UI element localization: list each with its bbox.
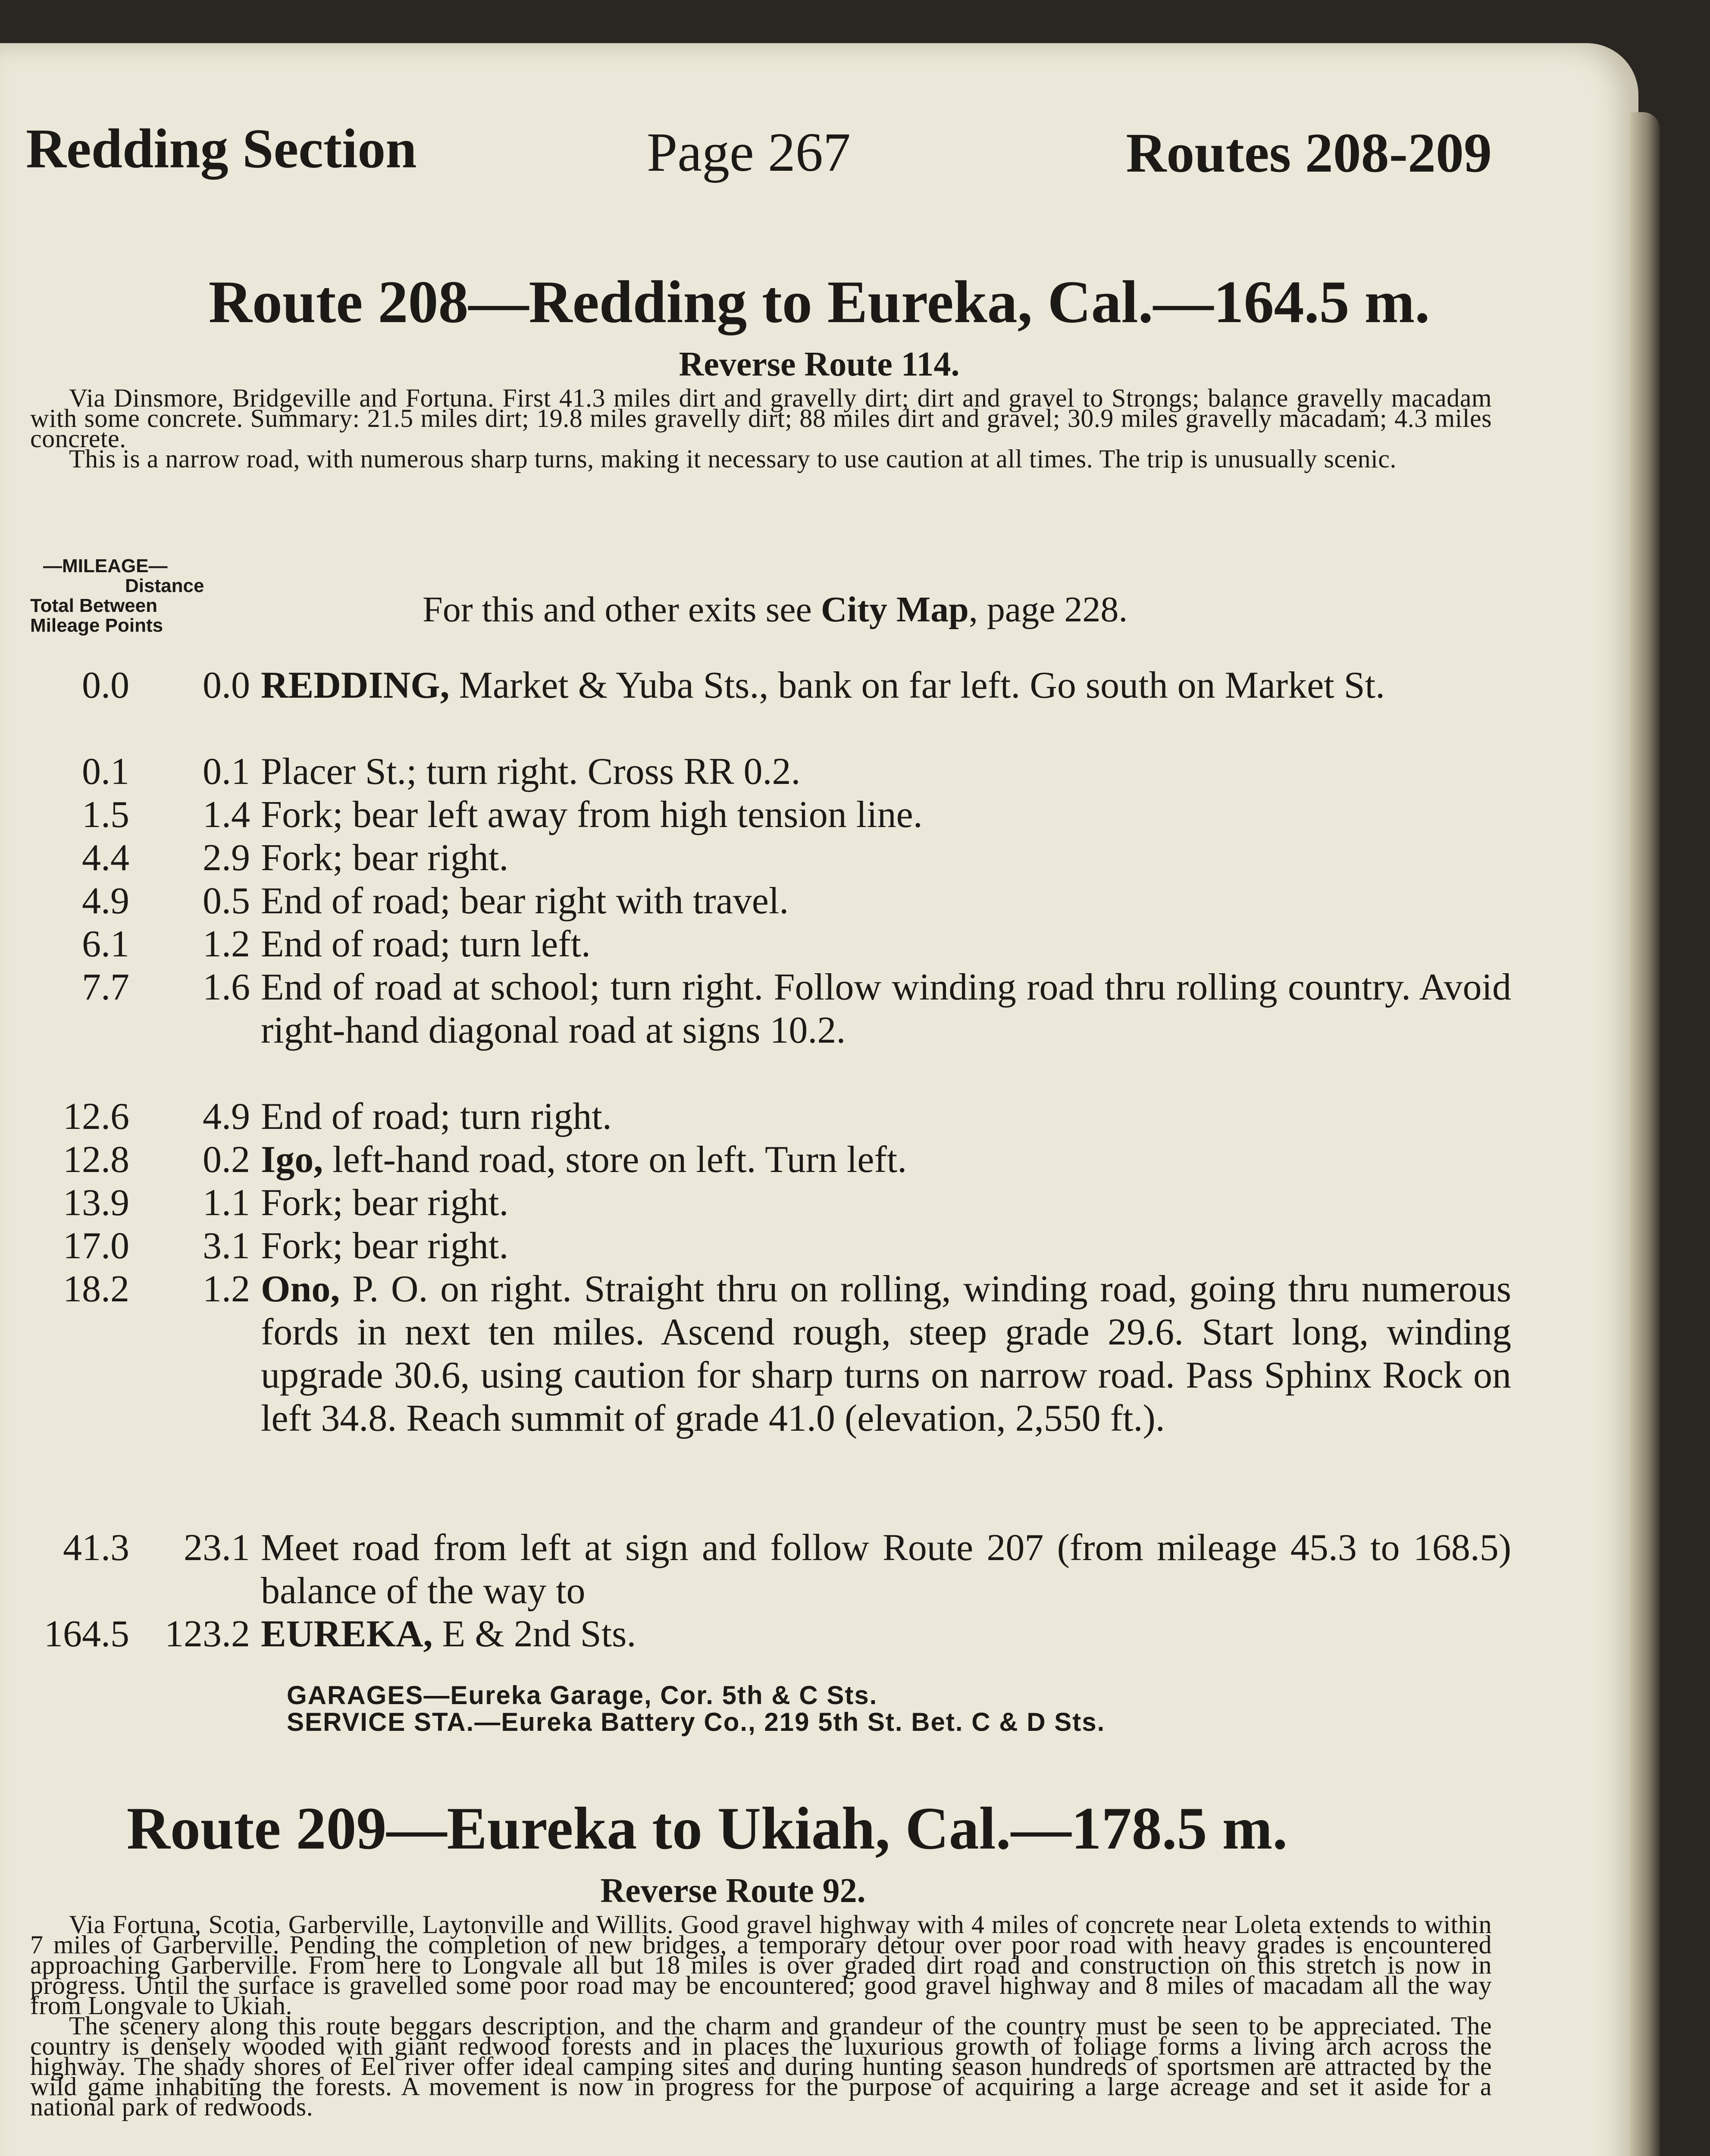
direction-detail: End of road; bear right with travel. bbox=[261, 880, 789, 922]
route-209-reverse: Reverse Route 92. bbox=[600, 1872, 866, 1910]
section-title: Redding Section bbox=[26, 118, 417, 180]
between-mileage: 0.1 bbox=[203, 751, 250, 793]
direction-detail: Fork; bear right. bbox=[261, 1182, 509, 1224]
between-mileage: 1.2 bbox=[203, 923, 250, 965]
direction-text bbox=[261, 793, 1511, 837]
total-mileage: 12.6 bbox=[63, 1096, 129, 1138]
route-209-intro-para-1: Via Fortuna, Scotia, Garberville, Laytonville and Willits. Good gravel highway with 4 miles of concrete near Loleta extends to within 7 miles of Garberville. Pending the completion of new bridges, a temporary detour over poor road with heavy grades is encountered approaching Garberville. From here to Longvale all but 18 miles is over graded dirt road and construction on this stretch is now in progress. Until the surface is gravelled some poor road may be encountered; good gravel highway and 8 miles of macadam all the way from Longvale to Ukiah. bbox=[30, 1910, 1492, 2020]
route-208-intro-para-1: Via Dinsmore, Bridgeville and Fortuna. First 41.3 miles dirt and gravelly dirt; dirt and gravel to Strongs; balance gravelly macadam with some concrete. Summary: 21.5 miles dirt; 19.8 miles gravelly dirt; 88 miles dirt and gravel; 30.9 miles gravelly macadam; 4.3 miles concrete. bbox=[30, 384, 1492, 453]
total-mileage: 1.5 bbox=[82, 794, 129, 836]
between-mileage: 4.9 bbox=[203, 1096, 250, 1138]
between-mileage: 2.9 bbox=[203, 837, 250, 879]
place-name: REDDING, bbox=[261, 664, 450, 706]
direction-text bbox=[261, 1225, 1511, 1268]
direction-detail: End of road; turn right. bbox=[261, 1096, 612, 1138]
direction-text bbox=[261, 1095, 1511, 1138]
between-mileage: 123.2 bbox=[165, 1613, 250, 1655]
exits-text: For this and other exits see bbox=[423, 589, 821, 630]
total-mileage: 13.9 bbox=[63, 1182, 129, 1224]
direction-text bbox=[261, 966, 1511, 1052]
total-mileage: 0.1 bbox=[82, 751, 129, 793]
direction-text bbox=[261, 1613, 1511, 1656]
direction-text bbox=[261, 1181, 1511, 1225]
total-mileage: 4.9 bbox=[82, 880, 129, 922]
direction-detail: Fork; bear right. bbox=[261, 1225, 509, 1267]
direction-text bbox=[261, 1268, 1511, 1440]
total-mileage: 41.3 bbox=[63, 1527, 129, 1569]
between-mileage: 23.1 bbox=[184, 1527, 250, 1569]
between-mileage: 1.1 bbox=[203, 1182, 250, 1224]
total-mileage: 6.1 bbox=[82, 923, 129, 965]
page-edge bbox=[1630, 112, 1660, 2156]
total-mileage: 164.5 bbox=[44, 1613, 129, 1655]
direction-detail: E & 2nd Sts. bbox=[432, 1613, 636, 1655]
service-station-note: SERVICE STA.—Eureka Battery Co., 219 5th St. Bet. C & D Sts. bbox=[287, 1708, 1106, 1736]
total-between-label: Total Between bbox=[30, 595, 158, 616]
direction-detail: P. O. on right. Straight thru on rolling, winding road, going thru numerous fords in next ten miles. Ascend rough, steep grade 29.6. Start long, winding upgrade 30.6, using caution for sharp turns on narrow road. Pass Sphinx Rock on left 34.8. Reach summit of grade 41.0 (elevation, 2,550 ft.). bbox=[261, 1268, 1511, 1439]
between-mileage: 0.5 bbox=[203, 880, 250, 922]
between-mileage: 1.6 bbox=[203, 966, 250, 1008]
between-mileage: 3.1 bbox=[203, 1225, 250, 1267]
route-208-intro-para-2: This is a narrow road, with numerous sharp turns, making it necessary to use caution at all times. The trip is unusually scenic. bbox=[69, 445, 1397, 473]
total-mileage: 7.7 bbox=[82, 966, 129, 1008]
place-name: Ono, bbox=[261, 1268, 340, 1310]
direction-detail: Fork; bear left away from high tension line. bbox=[261, 794, 923, 836]
route-209-intro bbox=[30, 1910, 1492, 2121]
direction-text bbox=[261, 923, 1511, 966]
page-header bbox=[26, 116, 1492, 203]
distance-label: Distance bbox=[125, 575, 204, 596]
direction-detail: End of road at school; turn right. Follow winding road thru rolling country. Avoid right-hand diagonal road at signs 10.2. bbox=[261, 966, 1511, 1051]
direction-text bbox=[261, 664, 1511, 707]
total-mileage: 4.4 bbox=[82, 837, 129, 879]
mileage-label: —MILEAGE— bbox=[43, 555, 168, 577]
route-208-title: Route 208—Redding to Eureka, Cal.—164.5 m. bbox=[208, 269, 1430, 335]
route-208-intro bbox=[30, 384, 1492, 473]
direction-text bbox=[261, 837, 1511, 880]
direction-detail: Market & Yuba Sts., bank on far left. Go south on Market St. bbox=[449, 664, 1385, 706]
direction-detail: left-hand road, store on left. Turn left. bbox=[323, 1139, 907, 1181]
place-name: EUREKA, bbox=[261, 1613, 433, 1655]
between-mileage: 0.0 bbox=[203, 664, 250, 706]
between-mileage: 1.4 bbox=[203, 794, 250, 836]
route-209-intro-para-2: The scenery along this route beggars description, and the charm and grandeur of the country must be seen to be appreciated. The country is densely wooded with giant redwood forests and in places the luxurious growth of foliage forms a living arch across the highway. The shady shores of Eel river offer ideal camping sites and during hunting season hundreds of sportsmen are attracted by the wild game inhabiting the forests. A movement is now in progress for the purpose of acquiring a large acreage and set it aside for a national park of redwoods. bbox=[30, 2012, 1492, 2121]
mileage-points-label: Mileage Points bbox=[30, 615, 163, 636]
routes-range: Routes 208-209 bbox=[1126, 122, 1492, 184]
garages-note: GARAGES—Eureka Garage, Cor. 5th & C Sts. bbox=[287, 1681, 878, 1710]
page-number: Page 267 bbox=[647, 122, 851, 183]
between-mileage: 1.2 bbox=[203, 1268, 250, 1310]
total-mileage: 17.0 bbox=[63, 1225, 129, 1267]
exits-page: , page 228. bbox=[968, 589, 1128, 630]
direction-detail: End of road; turn left. bbox=[261, 923, 591, 965]
route-209-title: Route 209—Eureka to Ukiah, Cal.—178.5 m. bbox=[126, 1795, 1288, 1862]
direction-text bbox=[261, 1138, 1511, 1181]
route-208-reverse: Reverse Route 114. bbox=[679, 345, 960, 383]
place-name: Igo, bbox=[261, 1139, 323, 1181]
route-208-exits bbox=[423, 589, 1127, 630]
book-page bbox=[0, 43, 1638, 2156]
total-mileage: 12.8 bbox=[63, 1139, 129, 1181]
city-map-ref: City Map bbox=[821, 589, 969, 630]
total-mileage: 18.2 bbox=[63, 1268, 129, 1310]
between-mileage: 0.2 bbox=[203, 1139, 250, 1181]
direction-text bbox=[261, 750, 1511, 793]
total-mileage: 0.0 bbox=[82, 664, 129, 706]
direction-text bbox=[261, 880, 1511, 923]
direction-detail: Placer St.; turn right. Cross RR 0.2. bbox=[261, 751, 801, 793]
direction-text bbox=[261, 1526, 1511, 1613]
direction-detail: Meet road from left at sign and follow Route 207 (from mileage 45.3 to 168.5) balance of the way to bbox=[261, 1527, 1511, 1612]
direction-detail: Fork; bear right. bbox=[261, 837, 509, 879]
mileage-header bbox=[26, 556, 250, 636]
